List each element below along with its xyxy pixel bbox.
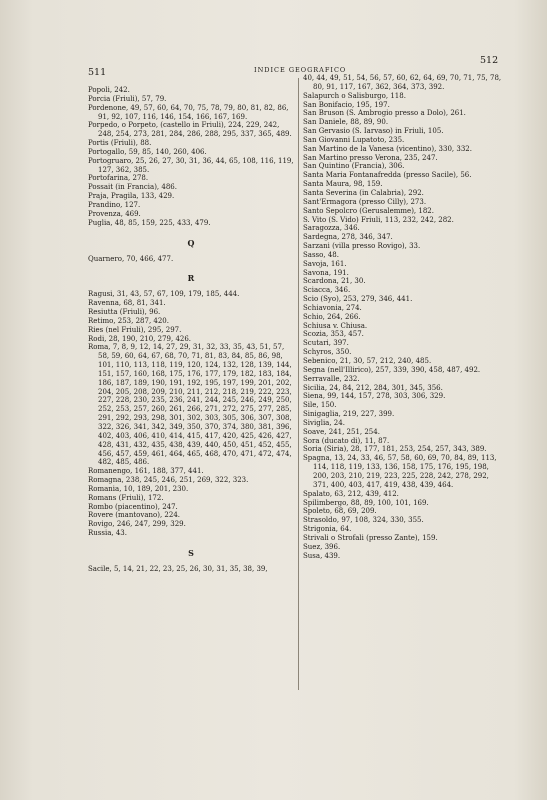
index-entry: Porpedo, o Porpeto, (castello in Friuli), 224, 229, 242, 248, 254, 273, 281, 284, 286, 288, 295, 337, 365, 489. [88,121,292,139]
index-entry: Siena, 99, 144, 157, 278, 303, 306, 329. [303,392,446,401]
running-header: INDICE GEOGRAFICO [254,66,347,74]
index-entry: Sile, 150. [303,401,337,410]
index-entry: Ragusi, 31, 43, 57, 67, 109, 179, 185, 444. [88,290,240,299]
right-page-number: 512 [480,55,499,66]
index-entry: Scardona, 21, 30. [303,277,366,286]
index-entry: Resiutta (Friuli), 96. [88,308,161,317]
index-entry: Rombo (piacentino), 247. [88,502,178,511]
index-entry: Portis (Friuli), 88. [88,139,152,148]
index-entry: Sardegna, 278, 346, 347. [303,233,393,242]
index-entry: Romans (Friuli), 172. [88,493,164,502]
index-entry: Sarzani (villa presso Rovigo), 33. [303,242,421,251]
index-entry: San Daniele, 88, 89, 90. [303,118,389,127]
index-entry: Sasso, 48. [303,250,339,259]
index-entry: Soave, 241, 251, 254. [303,427,380,436]
index-entry: Spalato, 63, 212, 439, 412. [303,489,399,498]
index-entry: Praja, Pragila, 133, 429. [88,192,175,201]
index-entry: S. Vito (S. Vido) Friuli, 113, 232, 242, 282. [303,215,454,224]
index-entry: Schio, 264, 266. [303,312,361,321]
section-letter: R [187,273,195,284]
index-entry: Porcia (Friuli), 57, 79. [88,94,167,103]
index-entry: Suez, 396. [303,542,341,551]
index-entry: Rovere (mantovano), 224. [88,511,180,520]
index-entry: San Giovanni Lupatoto, 235. [303,135,405,144]
index-entry: Soria (Siria), 28, 177, 181, 253, 254, 257, 343, 389. [303,445,487,454]
index-entry: Santa Severina (in Calabria), 292. [303,188,424,197]
index-entry: Pordenone, 49, 57, 60, 64, 70, 75, 78, 79, 80, 81, 82, 86, 91, 92, 107, 116, 146, 154, 166, 167, 169. [88,103,289,121]
index-entry: San Bruson (S. Ambrogio presso a Dolo), 261. [303,109,466,118]
index-entry: Popoli, 242. [88,86,130,94]
index-entry: Sciacca, 346. [303,286,351,295]
index-entry: Russia, 43. [88,529,127,538]
index-entry: Sinigaglia, 219, 227, 399. [303,410,395,419]
index-entry: Savona, 191. [303,268,349,277]
index-entry: San Martino presso Verona, 235, 247. [303,153,438,162]
index-entry: Santa Maura, 98, 159. [303,180,383,189]
index-entry: San Gervasio (S. Iarvaso) in Friuli, 105. [303,127,444,136]
index-entry: Segna (nell'Illirico), 257, 339, 390, 458, 487, 492. [303,365,481,374]
index-entry: Strigonia, 64. [303,525,352,534]
index-entry: Sicilia, 24, 84, 212, 284, 301, 345, 356. [303,383,443,392]
index-entry: Spagna, 13, 24, 33, 46, 57, 58, 60, 69, 70, 84, 89, 113, 114, 118, 119, 133, 136, 158, 175, 176, 195, 198, 200, 203, 210, 219, 223, 225, 228, 242, 278, 292, 371, 400, 403, 417, 419, 438, 439, 464. [303,454,497,489]
index-entry: Prandino, 127. [88,200,141,209]
index-entry: Salapurch o Salisburgo, 118. [303,91,406,100]
index-entry: Romagna, 238, 245, 246, 251, 269, 322, 323. [88,476,249,485]
index-entry: Saragozza, 346. [303,224,360,233]
index-entry: Sant'Ermagora (presso Cilly), 273. [303,197,427,206]
index-entry: Sacile, 5, 14, 21, 22, 23, 25, 26, 30, 31, 35, 38, 39, [88,564,268,573]
section-letter: Q [187,237,195,248]
index-entry: Ravenna, 68, 81, 341. [88,299,166,308]
index-entry: Scio (Syo), 253, 279, 346, 441. [303,295,413,304]
index-entry: Portogruaro, 25, 26, 27, 30, 31, 36, 44, 65, 108, 116, 119, 127, 362, 385. [88,156,294,174]
index-entry: Siviglia, 24. [303,418,345,427]
index-entry: Santo Sepolcro (Gerusalemme), 182. [303,206,434,215]
index-entry: Portofarina, 278. [88,174,149,183]
index-entry: Susa, 439. [303,551,341,560]
index-entry: Sora (ducato di), 11, 87. [303,436,390,445]
index-entry: Retimo, 253, 287, 420. [88,316,169,325]
index-entry: Schyros, 350. [303,348,352,357]
index-entry: Santa Maria Fontanafredda (presso Sacile), 56. [303,171,472,180]
index-entry: Rovigo, 246, 247, 299, 329. [88,520,186,529]
index-entry: Serravalle, 232. [303,374,360,383]
index-entry: Ries (nel Friuli), 295, 297. [88,325,182,334]
index-entry: Spoleto, 68, 69, 209. [303,507,377,516]
index-entry: Romanengo, 161, 188, 377, 441. [88,467,204,476]
left-page-number: 511 [88,67,107,78]
index-entry: Savoja, 161. [303,259,347,268]
index-entry: Romania, 10, 189, 201, 230. [88,484,189,493]
index-entry: Rodi, 28, 190, 210, 279, 426. [88,334,192,343]
index-entry: 40, 44, 49, 51, 54, 56, 57, 60, 62, 64, 69, 70, 71, 75, 78, 80, 91, 117, 167, 362, 364, 373, 392. [303,74,502,91]
index-entry: Quarnero, 70, 466, 477. [88,254,174,263]
index-entry: Strivali o Strofali (presso Zante), 159. [303,533,438,542]
index-entry: Spilimbergo, 88, 89, 100, 101, 169. [303,498,429,507]
right-index-column [303,74,503,560]
index-entry: San Martino de la Vanesa (vicentino), 330, 332. [303,144,472,153]
index-entry: Schiavonia, 274. [303,303,362,312]
index-entry: Possait (in Francia), 486. [88,183,177,192]
index-entry: San Quintino (Francia), 306. [303,162,405,171]
index-entry: Schiusa v. Chiusa. [303,321,368,330]
index-entry: San Bonifacio, 195, 197. [303,100,390,109]
index-entry: Strasoldo, 97, 108, 324, 330, 355. [303,516,424,525]
index-entry: Scutari, 397. [303,339,349,348]
index-entry: Portogallo, 59, 85, 140, 260, 406. [88,147,207,156]
index-entry: Provenza, 469. [88,209,141,218]
index-entry: Roma, 7, 8, 9, 12, 14, 27, 29, 31, 32, 33, 35, 43, 51, 57, 58, 59, 60, 64, 67, 68, 70, 71, 81, 83, 84, 85, 86, 98, 101, 110, 113, 118, 119, 120, 124, 132, 128, 139, 144, 151, 157, 160, 168, 175, 176, 177, 179, 182, 183, 184, 186, 187, 189, 190, 191, 192, 195, 197, 199, 201, 202, 204, 205, 208, 209, 210, 211, 212, 218, 219, 222, 223, 227, 228, 230, 235, 236, 241, 244, 245, 246, 249, 250, 252, 253, 257, 260, 261, 266, 271, 272, 275, 277, 285, 291, 292, 293, 298, 301, 302, 303, 305, 306, 307, 308, 322, 326, 341, 342, 349, 350, 370, 374, 380, 381, 396, 402, 403, 406, 410, 414, 415, 417, 420, 425, 426, 427, 428, 431, 432, 435, 438, 439, 440, 450, 451, 452, 455, 456, 457, 459, 461, 464, 465, 468, 470, 471, 472, 474, 482, 485, 486. [88,343,292,467]
index-entry: Scozia, 353, 457. [303,330,364,339]
left-index-column [88,86,294,574]
index-entry: Puglia, 48, 85, 159, 225, 433, 479. [88,218,211,227]
section-letter: S [188,547,194,558]
column-divider [298,78,299,690]
index-entry: Sebenico, 21, 30, 57, 212, 240, 485. [303,357,432,365]
